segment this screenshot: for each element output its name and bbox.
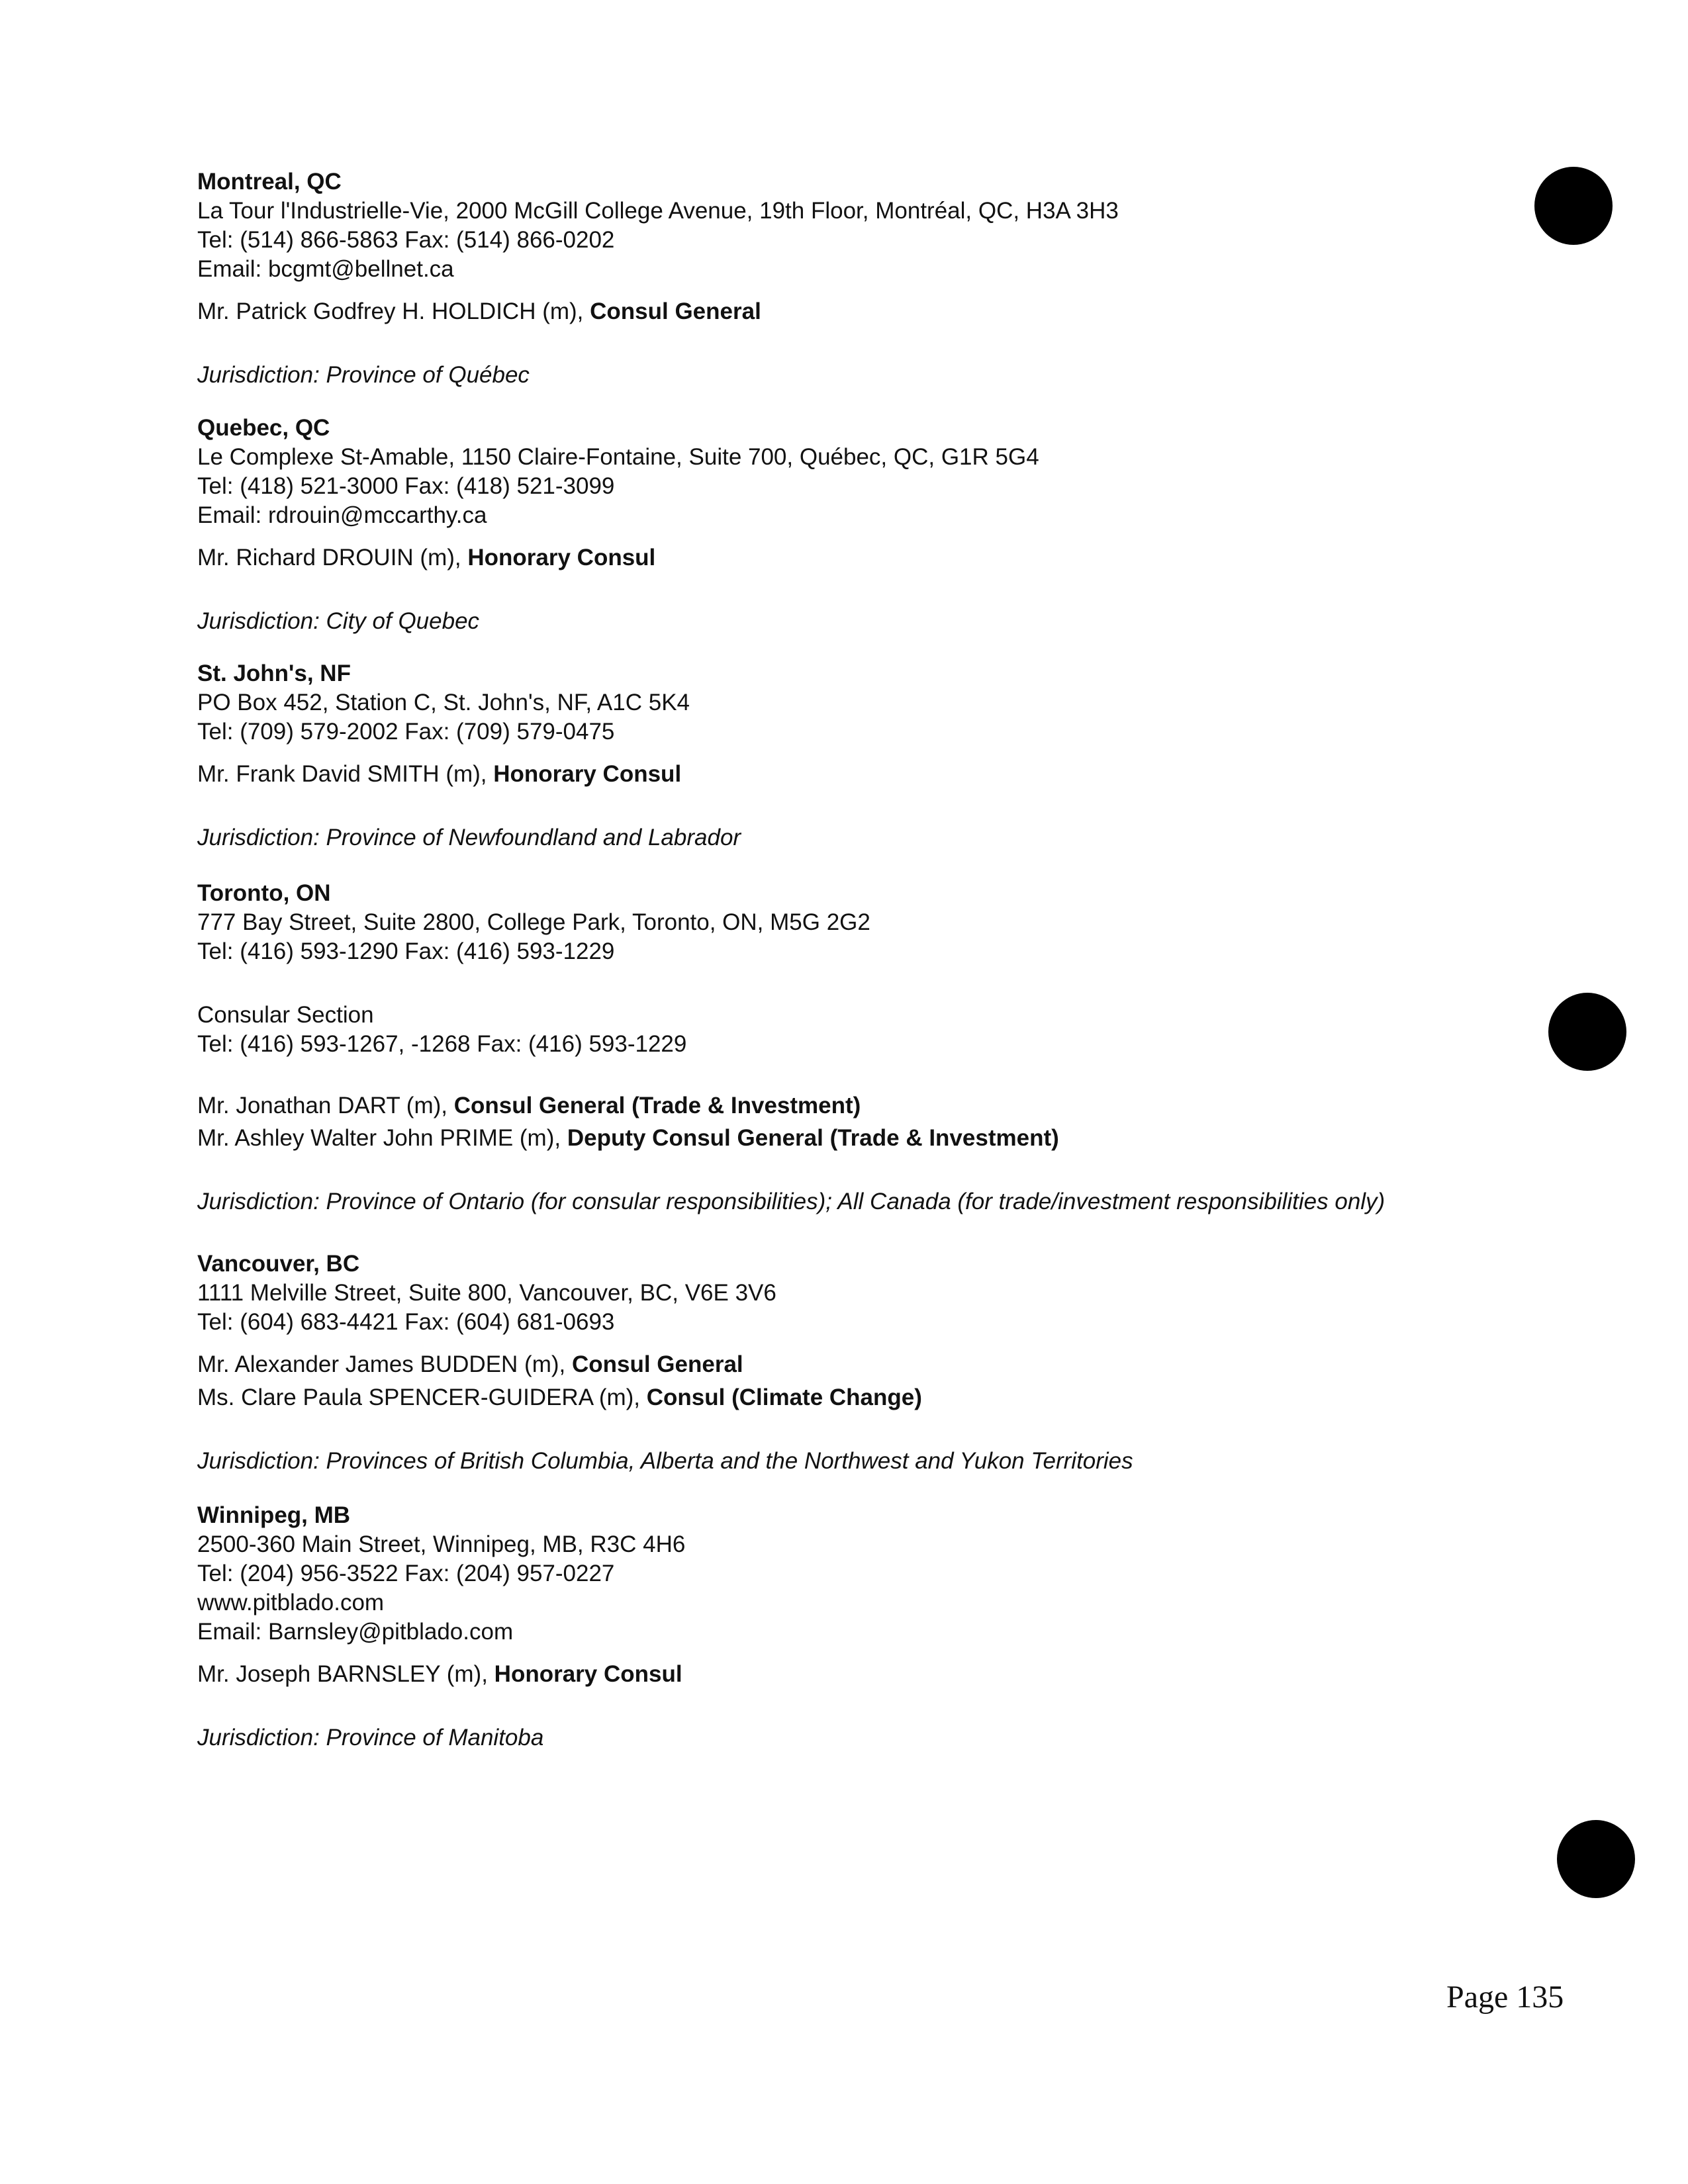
entry-vancouver (197, 1250, 1534, 1476)
address-line: PO Box 452, Station C, St. John's, NF, A1C 5K4 (197, 690, 690, 715)
jurisdiction-line (197, 1187, 1534, 1216)
address-line: La Tour l'Industrielle-Vie, 2000 McGill College Avenue, 19th Floor, Montréal, QC, H3A 3H3 (197, 198, 1119, 224)
official-line (197, 1660, 1534, 1689)
jurisdiction-text: Province of Manitoba (326, 1725, 544, 1751)
official-title: Consul General (571, 1351, 743, 1377)
phone-line: Tel: (418) 521-3000 Fax: (418) 521-3099 (197, 473, 615, 499)
punch-hole-middle (1548, 993, 1626, 1071)
email-line: Email: bcgmt@bellnet.ca (197, 256, 454, 282)
official-name: Mr. Ashley Walter John PRIME (m), (197, 1125, 567, 1151)
official-title: Consul General (Trade & Investment) (453, 1093, 861, 1118)
official-line (197, 1124, 1534, 1153)
jurisdiction-label: Jurisdiction: (197, 825, 326, 850)
official-name: Mr. Patrick Godfrey H. HOLDICH (m), (197, 298, 590, 324)
official-line (197, 1350, 1534, 1379)
phone-line: Tel: (514) 866-5863 Fax: (514) 866-0202 (197, 227, 615, 253)
official-title: Honorary Consul (494, 1661, 682, 1687)
jurisdiction-line (197, 607, 1534, 636)
city-heading: Quebec, QC (197, 415, 330, 441)
entry-toronto (197, 879, 1534, 1216)
official-title: Honorary Consul (493, 761, 682, 787)
email-line: Email: rdrouin@mccarthy.ca (197, 502, 487, 528)
city-heading: Winnipeg, MB (197, 1502, 351, 1528)
entry-quebec (197, 414, 1534, 636)
official-line (197, 760, 1534, 789)
phone-line: Tel: (204) 956-3522 Fax: (204) 957-0227 (197, 1561, 615, 1586)
jurisdiction-label: Jurisdiction: (197, 1448, 326, 1474)
phone-line: Tel: (604) 683-4421 Fax: (604) 681-0693 (197, 1309, 615, 1335)
official-line (197, 297, 1534, 326)
jurisdiction-label: Jurisdiction: (197, 362, 326, 388)
punch-hole-top (1534, 167, 1613, 245)
city-heading: St. John's, NF (197, 660, 351, 686)
official-line (197, 1383, 1534, 1412)
city-heading: Vancouver, BC (197, 1251, 360, 1277)
official-name: Mr. Joseph BARNSLEY (m), (197, 1661, 494, 1687)
section-heading: Consular Section (197, 1002, 374, 1028)
official-name: Mr. Richard DROUIN (m), (197, 545, 468, 570)
official-title: Consul General (590, 298, 761, 324)
city-heading: Toronto, ON (197, 880, 331, 906)
jurisdiction-text: City of Quebec (326, 608, 480, 634)
official-name: Mr. Alexander James BUDDEN (m), (197, 1351, 572, 1377)
address-line: 777 Bay Street, Suite 2800, College Park, Toronto, ON, M5G 2G2 (197, 909, 870, 935)
phone-line: Tel: (709) 579-2002 Fax: (709) 579-0475 (197, 719, 615, 745)
jurisdiction-text: Province of Ontario (for consular responsibilities); All Canada (for trade/investment responsibilities only) (326, 1189, 1385, 1214)
jurisdiction-label: Jurisdiction: (197, 608, 326, 634)
official-name: Mr. Frank David SMITH (m), (197, 761, 494, 787)
official-title: Deputy Consul General (Trade & Investment) (567, 1125, 1059, 1151)
jurisdiction-label: Jurisdiction: (197, 1725, 326, 1751)
address-line: Le Complexe St-Amable, 1150 Claire-Fontaine, Suite 700, Québec, QC, G1R 5G4 (197, 444, 1039, 470)
jurisdiction-text: Province of Québec (326, 362, 530, 388)
entry-st-johns (197, 659, 1534, 852)
official-title: Honorary Consul (467, 545, 656, 570)
entry-winnipeg (197, 1501, 1534, 1752)
official-line (197, 543, 1534, 572)
address-line: 1111 Melville Street, Suite 800, Vancouver, BC, V6E 3V6 (197, 1280, 776, 1306)
email-line: Email: Barnsley@pitblado.com (197, 1619, 514, 1645)
website-line: www.pitblado.com (197, 1590, 385, 1615)
address-line: 2500-360 Main Street, Winnipeg, MB, R3C 4H6 (197, 1531, 686, 1557)
page-number: Page 135 (1446, 1979, 1564, 2015)
entry-montreal (197, 167, 1534, 390)
section-phone-line: Tel: (416) 593-1267, -1268 Fax: (416) 593-1229 (197, 1031, 687, 1057)
jurisdiction-line (197, 1723, 1534, 1752)
official-line (197, 1091, 1534, 1120)
official-name: Mr. Jonathan DART (m), (197, 1093, 454, 1118)
city-heading: Montreal, QC (197, 169, 342, 195)
official-name: Ms. Clare Paula SPENCER-GUIDERA (m), (197, 1385, 647, 1410)
jurisdiction-label: Jurisdiction: (197, 1189, 326, 1214)
official-title: Consul (Climate Change) (646, 1385, 922, 1410)
jurisdiction-line (197, 361, 1534, 390)
jurisdiction-line (197, 823, 1534, 852)
jurisdiction-text: Provinces of British Columbia, Alberta and the Northwest and Yukon Territories (326, 1448, 1133, 1474)
phone-line: Tel: (416) 593-1290 Fax: (416) 593-1229 (197, 938, 615, 964)
jurisdiction-line (197, 1447, 1534, 1476)
jurisdiction-text: Province of Newfoundland and Labrador (326, 825, 741, 850)
punch-hole-bottom (1557, 1820, 1635, 1898)
